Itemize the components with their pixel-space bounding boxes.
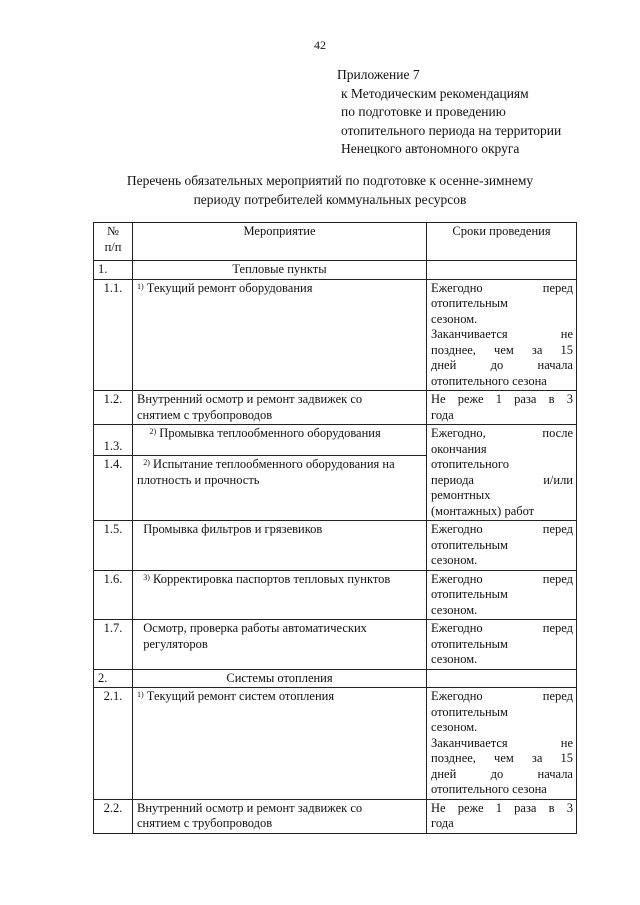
row-number: 1.2. [94, 391, 133, 425]
row-activity [133, 620, 427, 670]
section-number: 2. [94, 669, 133, 688]
term-word: в [548, 392, 555, 406]
term-word: не [560, 327, 573, 341]
term-line: отопительным [431, 296, 508, 310]
activity-text-line [137, 621, 422, 637]
term-word: Заканчивается [431, 327, 508, 341]
term-word: до [490, 358, 504, 372]
appendix-line: отопительного периода на территории [341, 122, 562, 138]
activities-table [93, 222, 577, 834]
term-line: отопительным [431, 704, 508, 719]
title-line: периоду потребителей коммунальных ресурсов [193, 191, 467, 207]
term-line [431, 689, 573, 705]
row-activity [133, 425, 427, 456]
row-term [427, 799, 577, 833]
term-line [431, 426, 573, 442]
footnote-mark: 3) [143, 572, 150, 582]
footnote-mark: 2) [149, 427, 157, 436]
term-line: сезоном. [431, 553, 478, 567]
row-number: 1.5. [94, 521, 133, 571]
header-number-line1: № [107, 224, 119, 238]
activity-text: Промывка фильтров и грязевиков [143, 522, 323, 536]
section-title: Тепловые пункты [133, 261, 427, 280]
term-word: и/или [543, 472, 573, 487]
term-word: Заканчивается [431, 735, 508, 750]
table-row [94, 425, 577, 456]
table-header-row [94, 223, 577, 261]
row-number: 1.7. [94, 620, 133, 670]
row-term [427, 620, 577, 670]
activity-text: Корректировка паспортов тепловых пунктов [153, 571, 391, 586]
term-line [431, 392, 573, 408]
term-word: Ежегодно [431, 689, 483, 703]
row-number: 1.3. [94, 425, 133, 456]
term-line: ремонтных [431, 488, 491, 502]
term-word: за [531, 751, 543, 765]
term-word: 15 [560, 751, 573, 765]
term-line [431, 736, 573, 752]
row-number: 1.1. [94, 279, 133, 391]
term-line [431, 751, 573, 767]
header-activity: Мероприятие [133, 223, 427, 261]
term-line [431, 343, 573, 359]
term-line: года [431, 816, 454, 830]
term-word: дней [431, 766, 457, 781]
term-line: сезоном. [431, 720, 478, 734]
term-word: Ежегодно [431, 571, 483, 586]
page-number: 42 [314, 38, 326, 52]
term-word: реже [457, 800, 484, 815]
term-word: позднее, [431, 342, 476, 357]
term-line: сезоном. [431, 311, 478, 326]
term-line: отопительным [431, 537, 508, 552]
appendix-line: по подготовке и проведению [341, 104, 506, 119]
term-line [431, 358, 573, 374]
footnote-mark: 1) [137, 281, 144, 291]
activity-text: Текущий ремонт оборудования [146, 280, 313, 295]
row-activity [133, 688, 427, 800]
table-row [94, 521, 577, 571]
term-word: чем [494, 342, 514, 357]
row-number: 2.2. [94, 799, 133, 833]
row-activity [133, 456, 427, 521]
term-line: года [431, 407, 454, 422]
term-line: отопительного сезона [431, 782, 547, 796]
term-word: в [548, 800, 555, 815]
row-term [427, 521, 577, 571]
table-row [94, 279, 577, 391]
row-term [427, 279, 577, 391]
term-word: Ежегодно [431, 280, 483, 295]
row-number: 1.4. [94, 456, 133, 521]
activity-text-line [137, 637, 422, 653]
term-word: раза [514, 392, 537, 406]
term-line [431, 327, 573, 343]
activity-text: Внутренний осмотр и ремонт задвижек со [137, 392, 363, 406]
term-word: периода [431, 472, 474, 487]
term-word: перед [542, 522, 573, 536]
term-line [431, 281, 573, 297]
term-word: 15 [560, 342, 573, 357]
term-word: перед [542, 689, 573, 703]
term-word: перед [542, 621, 573, 635]
table-row [94, 799, 577, 833]
section-row [94, 669, 577, 688]
term-word: 1 [495, 392, 502, 406]
term-word: чем [494, 751, 514, 765]
section-number: 1. [94, 261, 133, 280]
term-word: позднее, [431, 751, 476, 765]
header-number [94, 223, 133, 261]
term-word: Ежегодно [431, 621, 483, 635]
term-word: перед [542, 280, 573, 295]
term-line: сезоном. [431, 602, 478, 617]
term-word: Ежегодно, [431, 426, 486, 440]
term-word: после [542, 426, 573, 440]
term-word: не [560, 735, 573, 750]
row-term [427, 688, 577, 800]
footnote-mark: 2) [143, 458, 150, 467]
section-empty-cell [427, 669, 577, 688]
appendix-header [337, 66, 561, 159]
term-line: отопительного сезона [431, 373, 547, 388]
term-line [431, 572, 573, 588]
term-word: 3 [566, 392, 573, 406]
term-line: отопительного [431, 457, 509, 471]
title-line: Перечень обязательных мероприятий по подготовке к осенне-зимнему [126, 173, 534, 188]
activity-text-line: плотность и прочность [137, 472, 260, 487]
row-number: 2.1. [94, 688, 133, 800]
term-line: отопительным [431, 636, 508, 651]
row-term [427, 425, 577, 521]
term-word: начала [537, 766, 573, 781]
section-title: Системы отопления [133, 669, 427, 688]
section-empty-cell [427, 261, 577, 280]
row-activity [133, 279, 427, 391]
term-word: за [531, 342, 543, 357]
row-number: 1.6. [94, 570, 133, 620]
activity-text [137, 457, 422, 473]
activity-text: Промывка теплообменного оборудования [159, 426, 381, 440]
activity-text: снятием с трубопроводов [137, 816, 273, 830]
activity-text: регуляторов [143, 636, 208, 651]
appendix-line: к Методическим рекомендациям [341, 85, 529, 101]
row-activity [133, 391, 427, 425]
activity-text: Осмотр, проверка работы автоматических [143, 621, 367, 635]
term-line [431, 767, 573, 783]
document-title [60, 172, 600, 209]
activity-text: Внутренний осмотр и ремонт задвижек со [137, 800, 363, 815]
table-row [94, 688, 577, 800]
term-word: начала [537, 358, 573, 372]
term-line: отопительным [431, 587, 508, 601]
row-term [427, 570, 577, 620]
term-word: Ежегодно [431, 522, 483, 536]
term-word: реже [457, 392, 484, 406]
row-term [427, 391, 577, 425]
term-word: 1 [495, 800, 502, 815]
term-word: до [490, 766, 504, 781]
appendix-line: Приложение 7 [337, 67, 420, 82]
term-word: Не [431, 800, 446, 815]
row-activity [133, 570, 427, 620]
header-number-line2: п/п [104, 239, 122, 254]
term-word: дней [431, 358, 457, 372]
term-line [431, 522, 573, 538]
activity-text-line: Испытание теплообменного оборудования на [153, 457, 395, 471]
term-line [431, 801, 573, 817]
term-word: 3 [566, 800, 573, 815]
row-activity [133, 799, 427, 833]
term-word: перед [542, 571, 573, 586]
row-activity [133, 521, 427, 571]
table-row [94, 620, 577, 670]
term-line: окончания [431, 441, 487, 456]
footnote-mark: 1) [137, 690, 144, 699]
term-line [431, 473, 573, 489]
term-line [431, 621, 573, 637]
section-row [94, 261, 577, 280]
table-row [94, 570, 577, 620]
table-row [94, 391, 577, 425]
term-line: сезоном. [431, 652, 478, 666]
term-word: раза [514, 800, 537, 815]
activity-text: снятием с трубопроводов [137, 407, 273, 422]
appendix-line: Ненецкого автономного округа [341, 141, 520, 156]
header-term: Сроки проведения [427, 223, 577, 261]
term-word: Не [431, 392, 446, 406]
term-line: (монтажных) работ [431, 503, 535, 518]
activity-text: Текущий ремонт систем отопления [146, 689, 335, 703]
